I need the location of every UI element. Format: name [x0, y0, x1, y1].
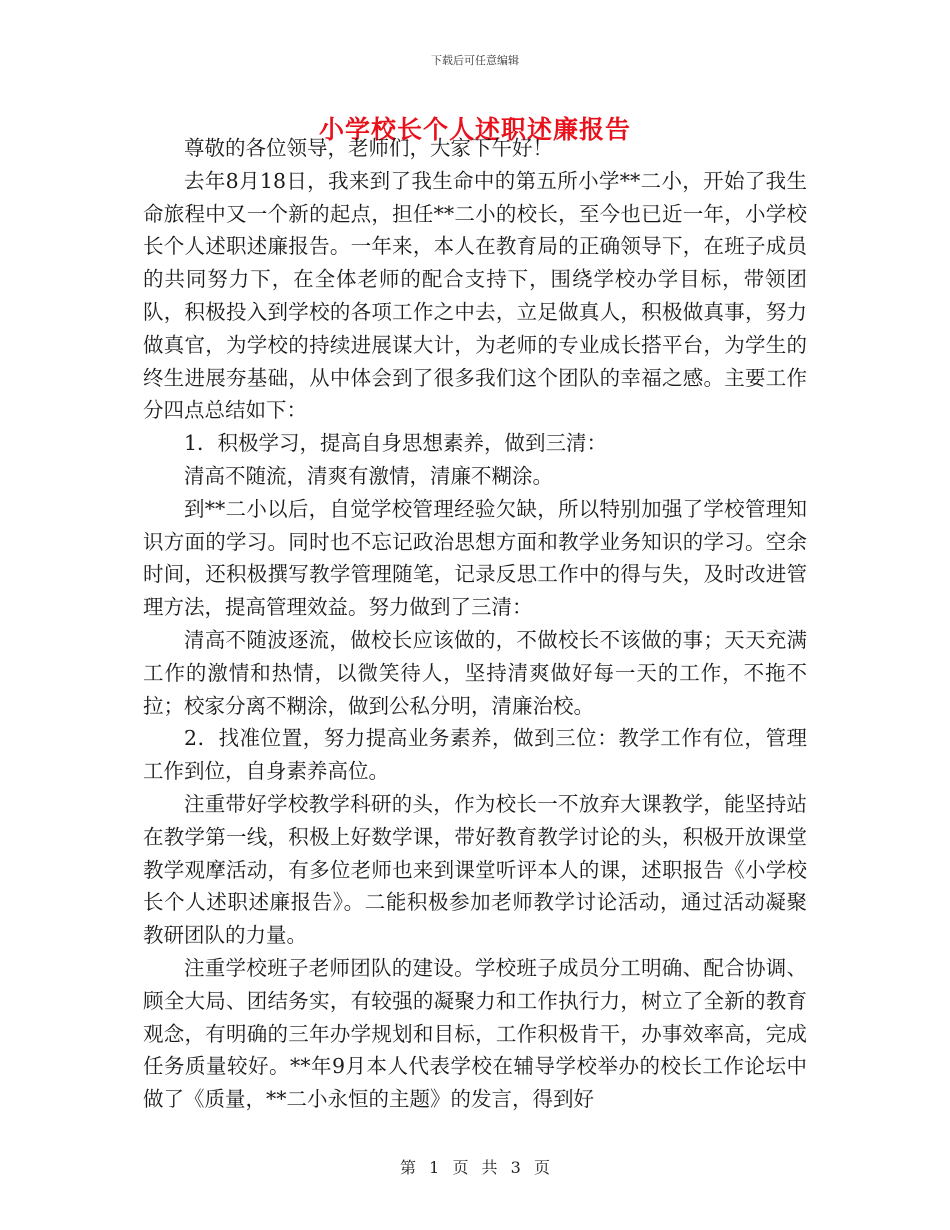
paragraph-team-building: 注重学校班子老师团队的建设。学校班子成员分工明确、配合协调、顾全大局、团结务实，有较强的凝聚力和工作执行力，树立了全新的教育观念，有明确的三年办学规划和目标，工作积极肯干，办事效率高，完成任务质量较好。**年9月本人代表学校在辅导学校举办的校长工作论坛中做了《质量，**二小永恒的主题》的发言，得到好: [143, 955, 807, 1112]
paragraph-three-clears: 清高不随流，清爽有激情，清廉不糊涂。: [184, 463, 553, 488]
paragraph-point-2-heading: 2．找准位置，努力提高业务素养，做到三位：教学工作有位，管理工作到位，自身素养高位。: [143, 726, 807, 784]
document-title: 小学校长个人述职述廉报告: [318, 115, 631, 144]
footer-word-di: 第: [400, 1158, 417, 1177]
paragraph-introduction: 去年8月18日，我来到了我生命中的第五所小学**二小，开始了我生命旅程中又一个新的起点，担任**二小的校长，至今也已近一年，小学校长个人述职述廉报告。一年来，本人在教育局的正确领导下，在班子成员的共同努力下，在全体老师的配合支持下，围绕学校办学目标，带领团队，积极投入到学校的各项工作之中去，立足做真人，积极做真事，努力做真官，为学校的持续进展谋大计，为老师的专业成长搭平台，为学生的终生进展夯基础，从中体会到了很多我们这个团队的幸福之感。主要工作分四点总结如下：: [143, 168, 807, 423]
footer-word-gong: 共: [481, 1158, 498, 1177]
footer-current-page: 1: [429, 1158, 440, 1177]
paragraph-teaching-research: 注重带好学校教学科研的头，作为校长一不放弃大课教学，能坚持站在教学第一线，积极上好数学课，带好教育教学讨论的头，积极开放课堂教学观摩活动，有多位老师也来到课堂听评本人的课，述职报告《小学校长个人述职述廉报告》。二能积极参加老师教学讨论活动，通过活动凝聚教研团队的力量。: [143, 791, 807, 948]
footer-word-ye: 页: [452, 1158, 469, 1177]
footer-total-pages: 3: [510, 1158, 521, 1177]
footer-word-ye-2: 页: [533, 1158, 550, 1177]
paragraph-greeting: 尊敬的各位领导，老师们，大家下午好！: [184, 136, 553, 160]
paragraph-three-clears-detail: 清高不随波逐流，做校长应该做的，不做校长不该做的事；天天充满工作的激情和热情，以微笑待人，坚持清爽做好每一天的工作，不拖不拉；校家分离不糊涂，做到公私分明，清廉治校。: [143, 627, 807, 718]
header-note: 下载后可任意编辑: [431, 54, 519, 67]
document-body: [143, 132, 807, 1116]
paragraph-learning: 到**二小以后，自觉学校管理经验欠缺，所以特别加强了学校管理知识方面的学习。同时也不忘记政治思想方面和教学业务知识的学习。空余时间，还积极撰写教学管理随笔，记录反思工作中的得与失，及时改进管理方法，提高管理效益。努力做到了三清：: [143, 496, 807, 620]
paragraph-point-1-heading: 1．积极学习，提高自身思想素养，做到三清：: [184, 431, 608, 456]
page-footer: [0, 1155, 950, 1178]
